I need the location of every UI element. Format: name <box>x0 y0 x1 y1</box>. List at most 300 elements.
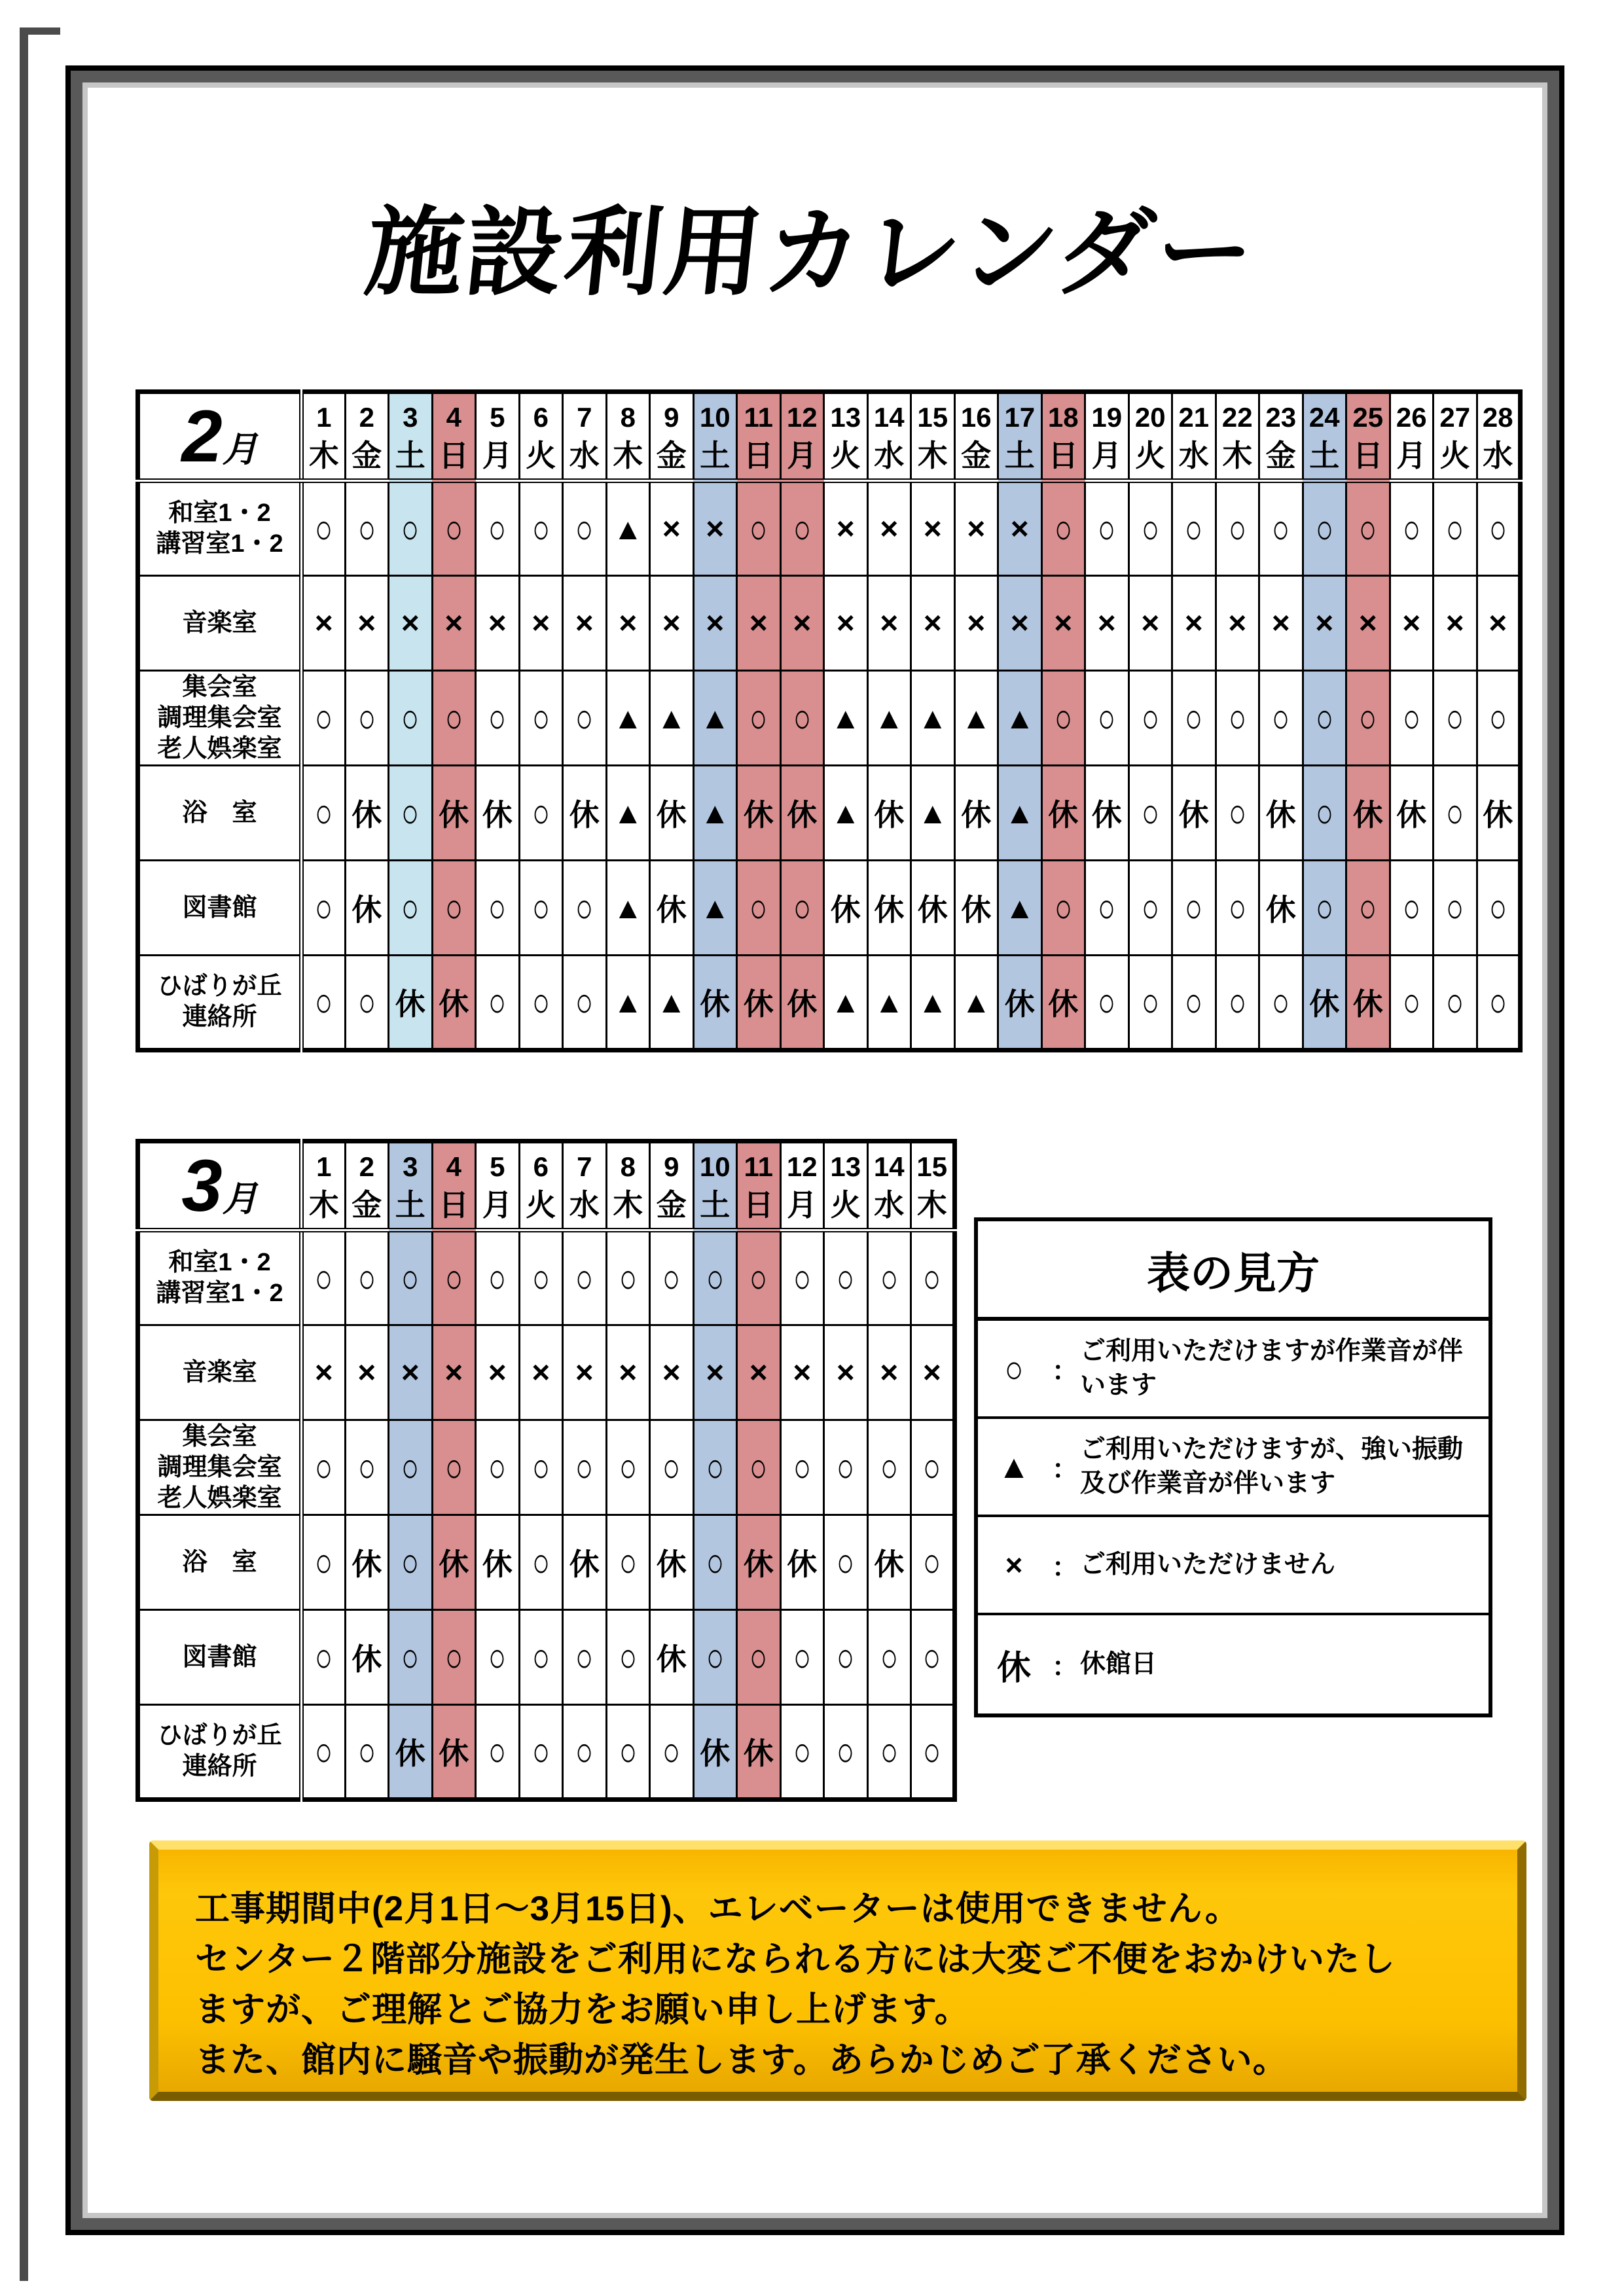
availability-cell <box>693 1420 737 1515</box>
availability-symbol: ○ <box>401 505 420 552</box>
availability-cell <box>867 861 911 956</box>
availability-symbol: ○ <box>401 1539 420 1586</box>
availability-symbol: 休 <box>482 1547 513 1581</box>
availability-cell <box>780 766 824 861</box>
availability-symbol: ○ <box>1228 789 1246 836</box>
facility-label: 図書館 <box>138 1610 302 1705</box>
availability-symbol: ▲ <box>1004 796 1035 830</box>
availability-cell <box>302 956 346 1050</box>
day-header: 13 火 <box>824 1141 868 1230</box>
availability-symbol: ○ <box>1054 505 1072 552</box>
availability-cell <box>911 1515 955 1610</box>
availability-symbol: ○ <box>357 1444 376 1491</box>
availability-symbol: × <box>880 511 899 547</box>
availability-cell <box>389 1230 433 1325</box>
availability-cell <box>1346 576 1390 671</box>
availability-cell <box>432 576 476 671</box>
availability-cell <box>563 1325 607 1420</box>
availability-cell <box>650 861 694 956</box>
availability-cell <box>519 956 563 1050</box>
availability-cell <box>867 481 911 576</box>
availability-cell <box>911 671 955 766</box>
availability-symbol: ○ <box>532 978 550 1026</box>
day-header: 3 土 <box>389 1141 433 1230</box>
day-header: 15 木 <box>911 392 955 481</box>
facility-label: 図書館 <box>138 861 302 956</box>
availability-cell <box>1259 956 1303 1050</box>
availability-cell <box>824 861 868 956</box>
availability-symbol: ○ <box>1489 884 1507 931</box>
availability-cell <box>302 671 346 766</box>
availability-cell <box>867 956 911 1050</box>
availability-cell <box>693 1325 737 1420</box>
facility-label: 和室1・2 講習室1・2 <box>138 481 302 576</box>
availability-cell <box>1434 861 1477 956</box>
month-label: 2月 <box>138 392 302 481</box>
availability-symbol: ○ <box>749 884 768 931</box>
availability-symbol: ○ <box>619 1255 637 1302</box>
day-header: 16 金 <box>954 392 998 481</box>
availability-symbol: ○ <box>1054 884 1072 931</box>
availability-cell <box>780 956 824 1050</box>
availability-cell <box>1434 576 1477 671</box>
availability-symbol: × <box>1489 605 1507 641</box>
availability-symbol: ▲ <box>830 701 861 735</box>
availability-symbol: ○ <box>357 505 376 552</box>
availability-symbol: ▲ <box>613 796 643 830</box>
availability-cell <box>693 1610 737 1705</box>
availability-symbol: 休 <box>830 893 861 927</box>
availability-symbol: ○ <box>575 505 594 552</box>
availability-cell <box>345 1705 389 1800</box>
availability-symbol: ○ <box>575 694 594 742</box>
availability-symbol: ○ <box>1141 789 1159 836</box>
availability-symbol: ○ <box>706 1444 724 1491</box>
availability-symbol: ○ <box>1141 884 1159 931</box>
availability-cell <box>606 1515 650 1610</box>
availability-symbol: ○ <box>662 1728 681 1775</box>
availability-symbol: ○ <box>444 694 463 742</box>
availability-symbol: ▲ <box>917 985 948 1019</box>
march-table <box>135 1139 957 1802</box>
availability-symbol: ▲ <box>613 891 643 925</box>
availability-cell <box>737 1515 781 1610</box>
availability-cell <box>432 766 476 861</box>
availability-cell <box>780 1610 824 1705</box>
availability-cell <box>824 766 868 861</box>
availability-cell <box>737 1325 781 1420</box>
availability-cell <box>737 671 781 766</box>
day-header: 12 月 <box>780 392 824 481</box>
availability-cell <box>1128 766 1172 861</box>
day-header: 6 火 <box>519 1141 563 1230</box>
facility-label: ひばりが丘 連絡所 <box>138 956 302 1050</box>
availability-cell <box>867 1325 911 1420</box>
availability-cell <box>345 1420 389 1515</box>
availability-symbol: ○ <box>1228 694 1246 742</box>
availability-symbol: ○ <box>1315 694 1333 742</box>
day-header: 21 水 <box>1172 392 1216 481</box>
availability-cell <box>606 671 650 766</box>
availability-cell <box>1128 481 1172 576</box>
availability-cell <box>1085 861 1129 956</box>
availability-symbol: 休 <box>1265 798 1296 832</box>
availability-symbol: ○ <box>923 1444 941 1491</box>
availability-symbol: × <box>619 605 638 641</box>
availability-symbol: ○ <box>923 1255 941 1302</box>
availability-symbol: 休 <box>352 893 382 927</box>
availability-cell <box>1477 671 1521 766</box>
availability-cell <box>1216 956 1259 1050</box>
availability-symbol: × <box>1402 605 1421 641</box>
availability-cell <box>389 1515 433 1610</box>
availability-cell <box>737 1230 781 1325</box>
availability-symbol: ○ <box>1185 505 1203 552</box>
availability-cell <box>693 956 737 1050</box>
availability-cell <box>389 671 433 766</box>
availability-cell <box>563 481 607 576</box>
availability-cell <box>519 1325 563 1420</box>
availability-symbol: ○ <box>315 789 333 836</box>
month-label: 3月 <box>138 1141 302 1230</box>
availability-cell <box>345 481 389 576</box>
day-header: 7 水 <box>563 1141 607 1230</box>
availability-cell <box>693 766 737 861</box>
availability-cell <box>911 1230 955 1325</box>
availability-cell <box>432 1610 476 1705</box>
availability-cell <box>1259 861 1303 956</box>
availability-cell <box>998 671 1042 766</box>
construction-notice <box>149 1840 1526 2101</box>
availability-symbol: ○ <box>532 1444 550 1491</box>
availability-symbol: 休 <box>439 1547 469 1581</box>
availability-symbol: 休 <box>1396 798 1427 832</box>
availability-cell <box>1303 481 1346 576</box>
availability-symbol: ○ <box>619 1444 637 1491</box>
page-title: 施設利用カレンダー <box>361 199 1262 307</box>
legend-item-no: × ： ご利用いただけません <box>978 1517 1489 1615</box>
day-header: 4 日 <box>432 392 476 481</box>
availability-cell <box>824 481 868 576</box>
availability-symbol: 休 <box>439 987 469 1021</box>
availability-symbol: ○ <box>1359 694 1377 742</box>
availability-cell <box>1390 766 1434 861</box>
availability-symbol: × <box>880 1355 899 1390</box>
availability-symbol: 休 <box>743 798 774 832</box>
availability-symbol: ○ <box>444 1634 463 1681</box>
notice-line-1: 工事期間中(2月1日～3月15日)、エレベーターは使用できません。 <box>195 1890 1240 1928</box>
availability-cell <box>476 481 520 576</box>
day-header: 11 日 <box>737 392 781 481</box>
availability-symbol: ○ <box>315 1255 333 1302</box>
availability-cell <box>302 481 346 576</box>
availability-symbol: 休 <box>569 1547 600 1581</box>
availability-symbol: ○ <box>837 1444 855 1491</box>
availability-symbol: × <box>1010 605 1029 641</box>
no-description: ご利用いただけません <box>1080 1551 1336 1579</box>
availability-symbol: ○ <box>619 1539 637 1586</box>
availability-cell <box>345 576 389 671</box>
availability-cell <box>998 956 1042 1050</box>
availability-cell <box>389 481 433 576</box>
availability-cell <box>606 1325 650 1420</box>
availability-symbol: × <box>706 511 725 547</box>
scan-shadow-top <box>20 27 60 35</box>
availability-symbol: × <box>401 605 420 641</box>
availability-symbol: ○ <box>793 505 811 552</box>
availability-cell <box>911 481 955 576</box>
availability-symbol: 休 <box>439 798 469 832</box>
availability-symbol: ○ <box>575 884 594 931</box>
availability-cell <box>1477 861 1521 956</box>
facility-label: 集会室 調理集会室 老人娯楽室 <box>138 1420 302 1515</box>
availability-cell <box>911 956 955 1050</box>
availability-symbol: × <box>314 1355 333 1390</box>
availability-symbol: ○ <box>749 1255 768 1302</box>
availability-cell <box>650 1420 694 1515</box>
availability-symbol: ○ <box>1098 884 1116 931</box>
availability-symbol: × <box>1097 605 1116 641</box>
availability-symbol: 休 <box>352 798 382 832</box>
day-header: 3 土 <box>389 392 433 481</box>
availability-cell <box>824 956 868 1050</box>
availability-symbol: 休 <box>656 1547 687 1581</box>
availability-cell <box>1434 766 1477 861</box>
availability-symbol: ○ <box>1141 978 1159 1026</box>
availability-symbol: ○ <box>488 978 507 1026</box>
availability-symbol: ○ <box>706 1539 724 1586</box>
availability-cell <box>1434 956 1477 1050</box>
availability-cell <box>1259 576 1303 671</box>
availability-cell <box>911 576 955 671</box>
availability-cell <box>911 1705 955 1800</box>
availability-symbol: 休 <box>700 1736 731 1770</box>
availability-cell <box>998 766 1042 861</box>
availability-symbol: 休 <box>1091 798 1122 832</box>
availability-symbol: ○ <box>488 1444 507 1491</box>
availability-cell <box>1216 671 1259 766</box>
availability-symbol: × <box>488 605 507 641</box>
availability-cell <box>519 766 563 861</box>
day-header: 12 月 <box>780 1141 824 1230</box>
availability-cell <box>737 956 781 1050</box>
availability-symbol: 休 <box>482 798 513 832</box>
availability-cell <box>954 576 998 671</box>
availability-cell <box>519 1515 563 1610</box>
availability-cell <box>302 1420 346 1515</box>
availability-symbol: 休 <box>917 893 948 927</box>
availability-symbol: ○ <box>401 884 420 931</box>
availability-symbol: × <box>793 605 812 641</box>
availability-symbol: ▲ <box>830 985 861 1019</box>
day-header: 13 火 <box>824 392 868 481</box>
availability-cell <box>780 1230 824 1325</box>
no-symbol: × <box>1005 1548 1023 1582</box>
availability-cell <box>432 956 476 1050</box>
availability-symbol: × <box>836 605 855 641</box>
availability-symbol: ○ <box>619 1728 637 1775</box>
availability-symbol: 休 <box>1004 987 1035 1021</box>
scan-shadow-left <box>20 27 28 2281</box>
availability-cell <box>1085 956 1129 1050</box>
availability-cell <box>1477 481 1521 576</box>
availability-symbol: ○ <box>1446 978 1464 1026</box>
legend-box <box>974 1217 1492 1717</box>
legend-item-closed: 休 ： 休館日 <box>978 1615 1489 1713</box>
notice-line-3: ますが、ご理解とご協力をお願い申し上げます。 <box>195 1990 970 2029</box>
availability-symbol: ○ <box>1272 694 1290 742</box>
availability-cell <box>1216 861 1259 956</box>
availability-symbol: ○ <box>880 1634 898 1681</box>
availability-symbol: ○ <box>401 1634 420 1681</box>
availability-symbol: ○ <box>401 694 420 742</box>
availability-symbol: × <box>1141 605 1160 641</box>
availability-symbol: ○ <box>315 1539 333 1586</box>
availability-cell <box>389 1325 433 1420</box>
availability-symbol: × <box>532 1355 550 1390</box>
availability-cell <box>345 1325 389 1420</box>
availability-cell <box>1477 576 1521 671</box>
availability-cell <box>476 1420 520 1515</box>
availability-cell <box>998 576 1042 671</box>
availability-cell <box>1041 766 1085 861</box>
availability-cell <box>519 481 563 576</box>
availability-symbol: × <box>662 605 681 641</box>
availability-cell <box>1172 481 1216 576</box>
availability-cell <box>1434 671 1477 766</box>
availability-cell <box>780 576 824 671</box>
availability-cell <box>693 576 737 671</box>
availability-cell <box>389 766 433 861</box>
availability-symbol: ○ <box>1098 505 1116 552</box>
availability-symbol: ○ <box>749 1444 768 1491</box>
day-header: 2 金 <box>345 392 389 481</box>
availability-cell <box>824 1610 868 1705</box>
availability-cell <box>389 861 433 956</box>
ok-description: ご利用いただけますが作業音が伴います <box>1080 1337 1464 1399</box>
availability-symbol: ○ <box>1272 978 1290 1026</box>
availability-symbol: ▲ <box>613 512 643 546</box>
availability-cell <box>476 1705 520 1800</box>
availability-symbol: ○ <box>749 1634 768 1681</box>
availability-cell <box>345 956 389 1050</box>
availability-cell <box>345 1230 389 1325</box>
availability-cell <box>1172 766 1216 861</box>
availability-symbol: ○ <box>1228 505 1246 552</box>
day-header: 28 水 <box>1477 392 1521 481</box>
availability-cell <box>867 671 911 766</box>
availability-symbol: ○ <box>837 1255 855 1302</box>
day-header: 24 土 <box>1303 392 1346 481</box>
availability-cell <box>476 1515 520 1610</box>
availability-symbol: 休 <box>352 1642 382 1676</box>
availability-symbol: × <box>1184 605 1203 641</box>
availability-symbol: × <box>662 511 681 547</box>
facility-label: ひばりが丘 連絡所 <box>138 1705 302 1800</box>
availability-symbol: ○ <box>837 1539 855 1586</box>
availability-symbol: ○ <box>488 1634 507 1681</box>
availability-cell <box>606 1610 650 1705</box>
availability-symbol: ○ <box>793 694 811 742</box>
availability-cell <box>650 956 694 1050</box>
availability-symbol: ▲ <box>917 796 948 830</box>
availability-symbol: 休 <box>395 987 425 1021</box>
availability-symbol: ▲ <box>656 985 687 1019</box>
availability-cell <box>606 766 650 861</box>
availability-symbol: ○ <box>749 505 768 552</box>
availability-cell <box>650 1610 694 1705</box>
availability-cell <box>345 861 389 956</box>
availability-symbol: ○ <box>575 1634 594 1681</box>
availability-cell <box>1085 481 1129 576</box>
availability-cell <box>824 1705 868 1800</box>
availability-symbol: × <box>357 1355 376 1390</box>
availability-symbol: ○ <box>1141 505 1159 552</box>
notice-line-2: センター２階部分施設をご利用になられる方には大変ご不便をおかけいたし <box>195 1940 1396 1979</box>
availability-symbol: ○ <box>444 505 463 552</box>
availability-symbol: 休 <box>1265 893 1296 927</box>
availability-cell <box>1216 576 1259 671</box>
availability-symbol: ○ <box>444 1255 463 1302</box>
availability-cell <box>1303 576 1346 671</box>
availability-symbol: × <box>401 1355 420 1390</box>
availability-cell <box>476 1230 520 1325</box>
availability-symbol: ○ <box>315 694 333 742</box>
availability-cell <box>519 1705 563 1800</box>
availability-cell <box>345 1610 389 1705</box>
availability-cell <box>563 861 607 956</box>
availability-symbol: ○ <box>575 1444 594 1491</box>
availability-cell <box>954 481 998 576</box>
availability-symbol: ○ <box>1315 505 1333 552</box>
availability-cell <box>1346 766 1390 861</box>
availability-symbol: ○ <box>1402 694 1420 742</box>
availability-cell <box>606 576 650 671</box>
availability-symbol: ○ <box>488 1255 507 1302</box>
availability-symbol: ○ <box>575 1255 594 1302</box>
availability-symbol: ○ <box>1315 884 1333 931</box>
availability-symbol: 休 <box>1352 987 1383 1021</box>
availability-symbol: × <box>880 605 899 641</box>
availability-cell <box>1390 576 1434 671</box>
availability-symbol: ○ <box>401 789 420 836</box>
availability-cell <box>302 1610 346 1705</box>
availability-cell <box>432 1230 476 1325</box>
availability-cell <box>1434 481 1477 576</box>
availability-symbol: × <box>662 1355 681 1390</box>
availability-symbol: 休 <box>439 1736 469 1770</box>
availability-symbol: ○ <box>1228 978 1246 1026</box>
availability-cell <box>519 1230 563 1325</box>
availability-symbol: ▲ <box>830 796 861 830</box>
availability-symbol: × <box>444 605 463 641</box>
availability-symbol: ○ <box>662 1255 681 1302</box>
day-header: 10 土 <box>693 1141 737 1230</box>
availability-symbol: × <box>923 511 942 547</box>
availability-cell <box>1346 481 1390 576</box>
availability-cell <box>780 481 824 576</box>
day-header: 25 日 <box>1346 392 1390 481</box>
day-header: 2 金 <box>345 1141 389 1230</box>
availability-cell <box>476 956 520 1050</box>
availability-symbol: × <box>706 605 725 641</box>
availability-cell <box>1390 671 1434 766</box>
availability-cell <box>780 1325 824 1420</box>
availability-symbol: ○ <box>880 1255 898 1302</box>
availability-cell <box>389 1610 433 1705</box>
availability-cell <box>476 671 520 766</box>
availability-cell <box>519 1420 563 1515</box>
